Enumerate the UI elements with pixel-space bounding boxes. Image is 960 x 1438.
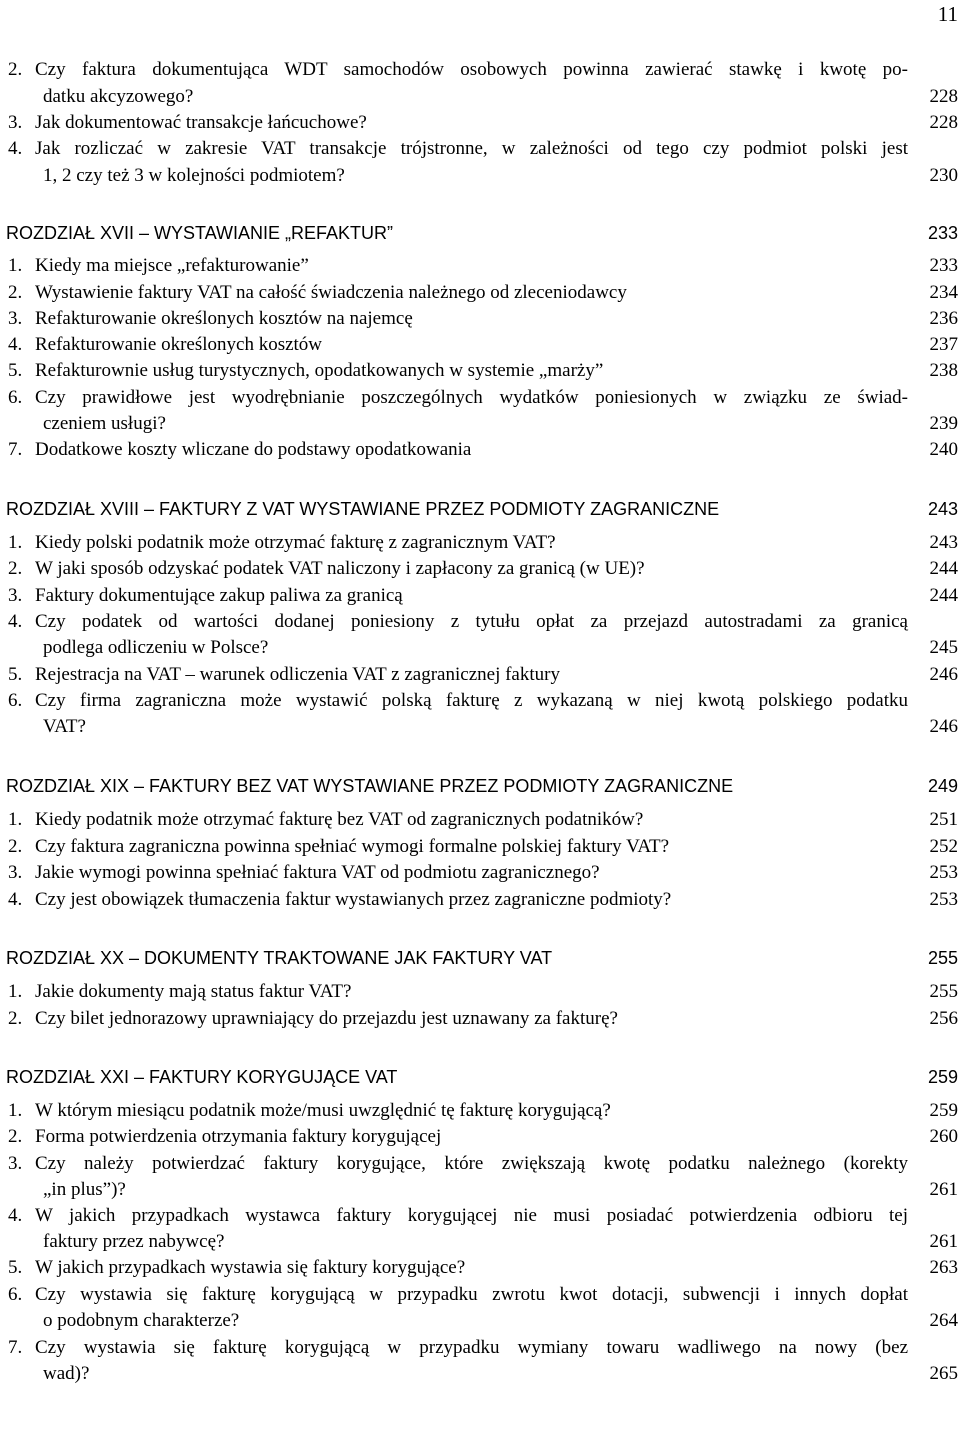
chapter-heading — [0, 1064, 960, 1090]
toc-entry — [0, 437, 960, 463]
page-reference: 246 — [929, 716, 958, 737]
entry-title: Kiedy podatnik może otrzymać fakturę bez VAT od zagranicznych podatników? — [35, 809, 644, 830]
toc-entry — [0, 1308, 960, 1334]
toc-entry — [0, 1361, 960, 1387]
page-reference: 265 — [929, 1363, 958, 1384]
entry-title: Jakie dokumenty mają status faktur VAT? — [35, 981, 352, 1002]
entry-number: 3. — [8, 585, 23, 606]
entry-title: W jakich przypadkach wystawia się faktury korygujące? — [35, 1257, 466, 1278]
entry-title: Czy prawidłowe jest wyodrębnianie poszczególnych wydatków poniesionych w związku ze świad- — [35, 387, 908, 408]
chapter-title: ROZDZIAŁ XVII – WYSTAWIANIE „REFAKTUR” — [6, 223, 394, 243]
page-reference: 239 — [929, 413, 958, 434]
toc-entry — [0, 163, 960, 189]
page-reference: 259 — [927, 1067, 958, 1087]
page-reference: 228 — [929, 112, 958, 133]
toc-entry — [0, 662, 960, 688]
entry-title: Kiedy polski podatnik może otrzymać fakturę z zagranicznym VAT? — [35, 532, 556, 553]
chapter-heading — [0, 773, 960, 799]
entry-title: Czy bilet jednorazowy uprawniający do przejazdu jest uznawany za fakturę? — [35, 1008, 618, 1029]
entry-title: Refakturowanie określonych kosztów na najemcę — [35, 308, 413, 329]
entry-number: 1. — [8, 809, 23, 830]
entry-title: VAT? — [43, 716, 86, 737]
entry-number: 3. — [8, 112, 23, 133]
page-reference: 233 — [929, 255, 958, 276]
entry-number: 7. — [8, 1337, 23, 1358]
page-reference: 244 — [929, 558, 958, 579]
page-reference: 243 — [927, 499, 958, 519]
toc-entry — [0, 834, 960, 860]
page-reference: 260 — [929, 1126, 958, 1147]
page-reference: 233 — [927, 223, 958, 243]
toc-entry — [0, 1124, 960, 1150]
entry-number: 7. — [8, 439, 23, 460]
toc-entry — [0, 714, 960, 740]
entry-number: 5. — [8, 360, 23, 381]
entry-number: 4. — [8, 611, 23, 632]
entry-title: Forma potwierdzenia otrzymania faktury korygującej — [35, 1126, 442, 1147]
entry-title: czeniem usługi? — [43, 413, 166, 434]
entry-title: W jaki sposób odzyskać podatek VAT naliczony i zapłacony za granicą (w UE)? — [35, 558, 645, 579]
toc-entry — [0, 1229, 960, 1255]
page-reference: 256 — [929, 1008, 958, 1029]
chapter-title: ROZDZIAŁ XVIII – FAKTURY Z VAT WYSTAWIANE PRZEZ PODMIOTY ZAGRANICZNE — [6, 499, 720, 519]
page-reference: 238 — [929, 360, 958, 381]
page-reference: 243 — [929, 532, 958, 553]
chapter-heading — [0, 945, 960, 971]
toc-entry — [0, 332, 960, 358]
toc-entry — [0, 84, 960, 110]
page-reference: 228 — [929, 86, 958, 107]
entry-title: Czy jest obowiązek tłumaczenia faktur wystawianych przez zagraniczne podmioty? — [35, 889, 672, 910]
entry-title: Jak dokumentować transakcje łańcuchowe? — [35, 112, 367, 133]
toc-entry — [0, 688, 960, 714]
page-reference: 253 — [929, 889, 958, 910]
toc-entry — [0, 635, 960, 661]
page-reference: 234 — [929, 282, 958, 303]
toc-entry — [0, 136, 960, 162]
entry-title: W jakich przypadkach wystawca faktury korygującej nie musi posiadać potwierdzenia odbioru tej — [35, 1205, 908, 1226]
entry-title: faktury przez nabywcę? — [43, 1231, 225, 1252]
toc-entry — [0, 1203, 960, 1229]
entry-number: 6. — [8, 1284, 23, 1305]
entry-number: 2. — [8, 836, 23, 857]
page-reference: 261 — [929, 1231, 958, 1252]
entry-title: Rejestracja na VAT – warunek odliczenia VAT z zagranicznej faktury — [35, 664, 560, 685]
page-reference: 230 — [929, 165, 958, 186]
entry-number: 3. — [8, 308, 23, 329]
page-reference: 255 — [929, 981, 958, 1002]
entry-number: 6. — [8, 690, 23, 711]
entry-title: Czy należy potwierdzać faktury korygujące, które zwiększają kwotę podatku należnego (korekty — [35, 1153, 908, 1174]
page-number: 11 — [937, 2, 958, 26]
toc-entry — [0, 609, 960, 635]
entry-number: 1. — [8, 255, 23, 276]
chapter-heading — [0, 496, 960, 522]
entry-number: 1. — [8, 981, 23, 1002]
entry-title: Refakturowanie określonych kosztów — [35, 334, 323, 355]
page-reference: 259 — [929, 1100, 958, 1121]
page-reference: 245 — [929, 637, 958, 658]
page-reference: 251 — [929, 809, 958, 830]
entry-title: Czy firma zagraniczna może wystawić polską fakturę z wykazaną w niej kwotą polskiego podatku — [35, 690, 908, 711]
chapter-title: ROZDZIAŁ XX – DOKUMENTY TRAKTOWANE JAK FAKTURY VAT — [6, 948, 553, 968]
entry-number: 2. — [8, 59, 23, 80]
page-reference: 249 — [927, 776, 958, 796]
entry-title: 1, 2 czy też 3 w kolejności podmiotem? — [43, 165, 345, 186]
page-reference: 263 — [929, 1257, 958, 1278]
page-reference: 237 — [929, 334, 958, 355]
toc-entry — [0, 280, 960, 306]
entry-number: 1. — [8, 1100, 23, 1121]
entry-number: 3. — [8, 1153, 23, 1174]
page-reference: 261 — [929, 1179, 958, 1200]
entry-title: Czy wystawia się fakturę korygującą w przypadku zwrotu kwot dotacji, subwencji i innych dopłat — [35, 1284, 908, 1305]
entry-title: Dodatkowe koszty wliczane do podstawy opodatkowania — [35, 439, 472, 460]
toc-entry — [0, 110, 960, 136]
entry-number: 3. — [8, 862, 23, 883]
entry-title: Czy faktura zagraniczna powinna spełniać wymogi formalne polskiej faktury VAT? — [35, 836, 670, 857]
entry-title: „in plus”)? — [43, 1179, 126, 1200]
entry-title: datku akcyzowego? — [43, 86, 194, 107]
page-reference: 253 — [929, 862, 958, 883]
toc-entry — [0, 57, 960, 83]
toc-entry — [0, 979, 960, 1005]
entry-number: 5. — [8, 1257, 23, 1278]
chapter-title: ROZDZIAŁ XXI – FAKTURY KORYGUJĄCE VAT — [6, 1067, 398, 1087]
entry-number: 4. — [8, 138, 23, 159]
page-reference: 255 — [927, 948, 958, 968]
entry-title: o podobnym charakterze? — [43, 1310, 240, 1331]
entry-title: podlega odliczeniu w Polsce? — [43, 637, 269, 658]
toc-entry — [0, 411, 960, 437]
entry-title: Wystawienie faktury VAT na całość świadczenia należnego od zleceniodawcy — [35, 282, 627, 303]
entry-title: Czy faktura dokumentująca WDT samochodów osobowych powinna zawierać stawkę i kwotę po- — [35, 59, 908, 80]
toc-entry — [0, 1282, 960, 1308]
toc-entry — [0, 860, 960, 886]
entry-number: 2. — [8, 558, 23, 579]
entry-number: 6. — [8, 387, 23, 408]
entry-number: 5. — [8, 664, 23, 685]
entry-title: Jakie wymogi powinna spełniać faktura VAT od podmiotu zagranicznego? — [35, 862, 600, 883]
entry-title: Jak rozliczać w zakresie VAT transakcje trójstronne, w zależności od tego czy podmiot polski jest — [35, 138, 908, 159]
toc-entry — [0, 1098, 960, 1124]
toc-entry — [0, 807, 960, 833]
entry-number: 4. — [8, 889, 23, 910]
page-reference: 264 — [929, 1310, 958, 1331]
entry-title: wad)? — [43, 1363, 90, 1384]
entry-title: Czy podatek od wartości dodanej poniesiony z tytułu opłat za przejazd autostradami za granicą — [35, 611, 908, 632]
toc-entry — [0, 556, 960, 582]
entry-title: Kiedy ma miejsce „refakturowanie” — [35, 255, 309, 276]
toc-entry — [0, 583, 960, 609]
toc-entry — [0, 1335, 960, 1361]
page-reference: 252 — [929, 836, 958, 857]
toc-entry — [0, 306, 960, 332]
entry-number: 2. — [8, 1008, 23, 1029]
toc-entry — [0, 1255, 960, 1281]
toc-entry — [0, 887, 960, 913]
toc-entry — [0, 1177, 960, 1203]
page-reference: 246 — [929, 664, 958, 685]
chapter-title: ROZDZIAŁ XIX – FAKTURY BEZ VAT WYSTAWIANE PRZEZ PODMIOTY ZAGRANICZNE — [6, 776, 734, 796]
toc-entry — [0, 358, 960, 384]
entry-number: 4. — [8, 334, 23, 355]
page-reference: 240 — [929, 439, 958, 460]
entry-number: 1. — [8, 532, 23, 553]
page-reference: 236 — [929, 308, 958, 329]
entry-title: W którym miesiącu podatnik może/musi uwzględnić tę fakturę korygującą? — [35, 1100, 611, 1121]
toc-entry — [0, 1151, 960, 1177]
page-reference: 244 — [929, 585, 958, 606]
toc-entry — [0, 385, 960, 411]
entry-title: Faktury dokumentujące zakup paliwa za granicą — [35, 585, 403, 606]
chapter-heading — [0, 220, 960, 246]
toc-entry — [0, 530, 960, 556]
toc-entry — [0, 1006, 960, 1032]
toc-entry — [0, 253, 960, 279]
entry-title: Czy wystawia się fakturę korygującą w przypadku wymiany towaru wadliwego na nowy (bez — [35, 1337, 908, 1358]
entry-number: 4. — [8, 1205, 23, 1226]
entry-number: 2. — [8, 282, 23, 303]
entry-number: 2. — [8, 1126, 23, 1147]
entry-title: Refakturownie usług turystycznych, opodatkowanych w systemie „marży” — [35, 360, 604, 381]
